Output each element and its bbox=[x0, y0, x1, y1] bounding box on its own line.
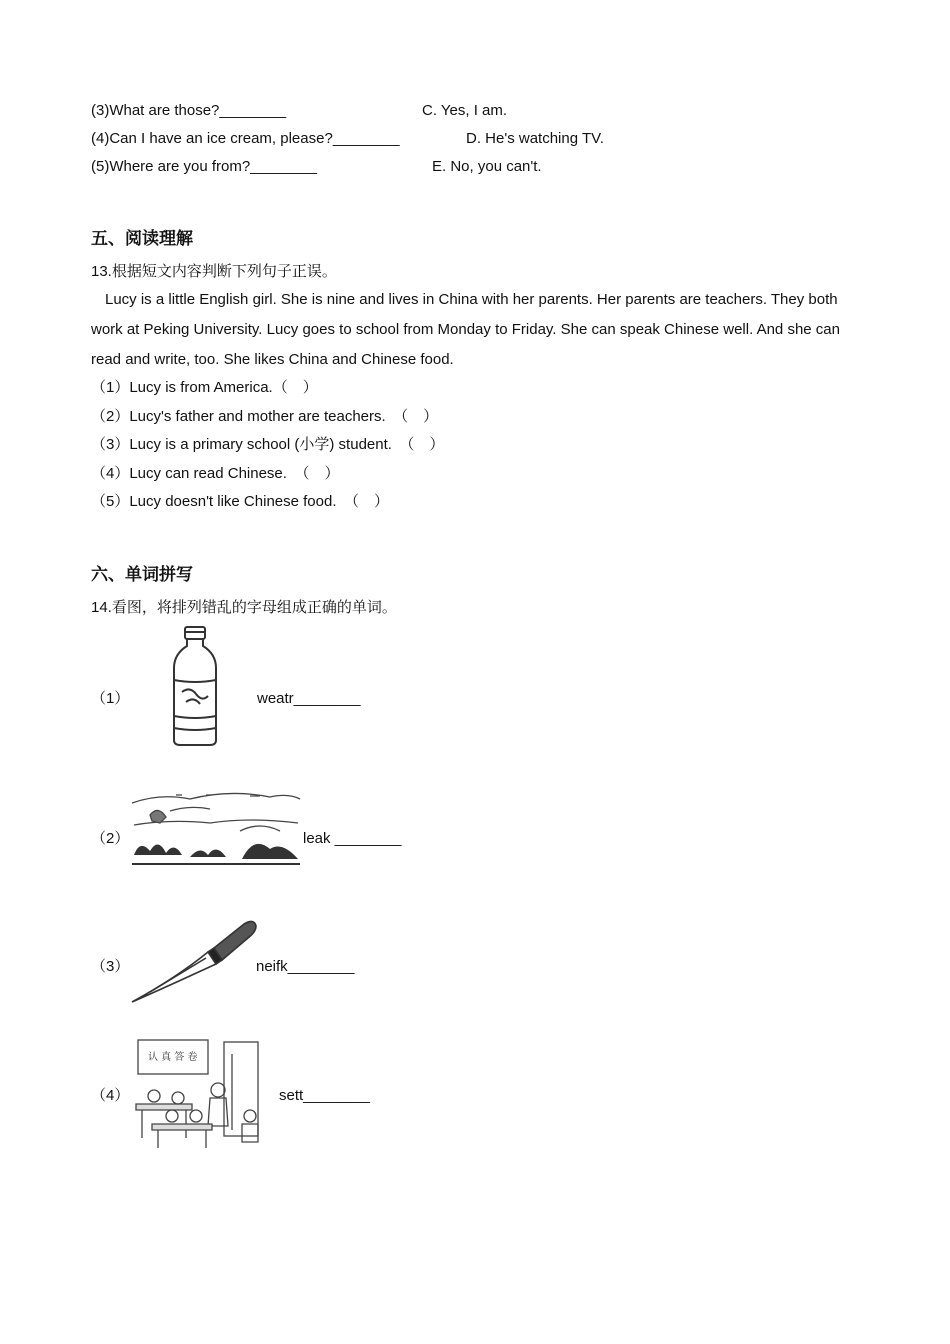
matching-answer-d: D. He's watching TV. bbox=[466, 130, 604, 147]
classroom-test-image bbox=[132, 1034, 272, 1150]
item-4-word: sett________ bbox=[279, 1087, 370, 1104]
item-3-number: （3） bbox=[91, 958, 130, 975]
matching-answer-e: E. No, you can't. bbox=[432, 158, 542, 175]
item-1-word: weatr________ bbox=[257, 690, 361, 707]
statement-5: （5）Lucy doesn't like Chinese food. （ ） bbox=[91, 493, 390, 510]
matching-question-4: (4)Can I have an ice cream, please?________ bbox=[91, 130, 400, 147]
svg-text:认 真 答 卷: 认 真 答 卷 bbox=[148, 1052, 198, 1063]
matching-question-3: (3)What are those?________ bbox=[91, 102, 287, 119]
item-4-number: （4） bbox=[91, 1087, 130, 1104]
item-3-word: neifk________ bbox=[256, 958, 355, 975]
lake-image bbox=[130, 775, 302, 867]
water-bottle-image bbox=[166, 624, 224, 748]
knife-image bbox=[130, 918, 258, 1004]
item-2-word: leak ________ bbox=[303, 830, 402, 847]
statement-4: （4）Lucy can read Chinese. （ ） bbox=[91, 465, 340, 482]
item-1-number: （1） bbox=[91, 690, 130, 707]
matching-answer-c: C. Yes, I am. bbox=[422, 102, 508, 119]
section-6-instruction: 14.看图，将排列错乱的字母组成正确的单词。 bbox=[91, 599, 397, 616]
section-5-instruction: 13.根据短文内容判断下列句子正误。 bbox=[91, 263, 337, 280]
statement-1: （1）Lucy is from America.（ ） bbox=[91, 379, 318, 396]
statement-3: （3）Lucy is a primary school (小学) student. （ ） bbox=[91, 436, 445, 453]
section-6-title: 六、单词拼写 bbox=[91, 565, 193, 585]
matching-question-5: (5)Where are you from?________ bbox=[91, 158, 317, 175]
statement-2: （2）Lucy's father and mother are teachers. （ ） bbox=[91, 408, 439, 425]
section-5-title: 五、阅读理解 bbox=[91, 229, 193, 249]
reading-passage: Lucy is a little English girl. She is nine and lives in China with her parents. Her parents are teachers. They both work at Peking University. Lucy goes to school from Monday to Friday. She can speak Chinese well. And she can read and write, too. She likes China and Chinese food. bbox=[91, 291, 840, 368]
item-2-number: （2） bbox=[91, 830, 130, 847]
